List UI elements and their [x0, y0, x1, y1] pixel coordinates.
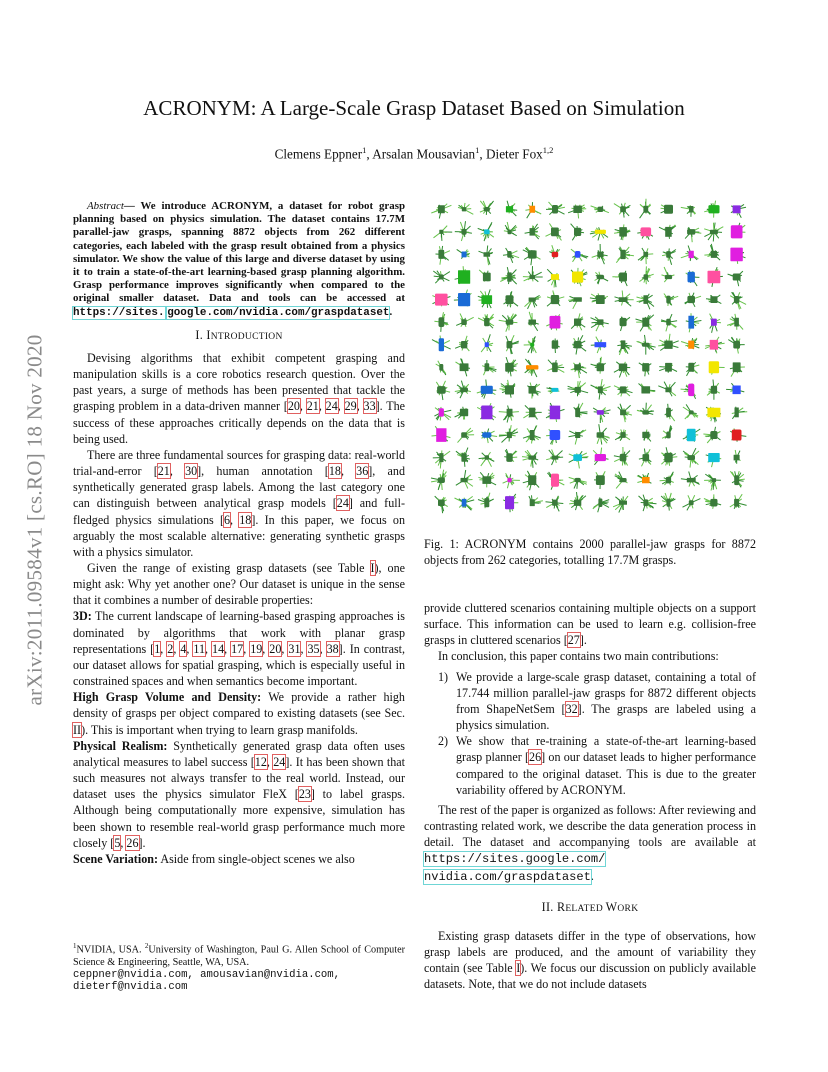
grasp-object	[727, 314, 743, 330]
author-list: Clemens Eppner$^1$, Arsalan Mousavian$^1$, Dieter Fox$^{1,2}$	[274, 145, 554, 162]
body-paragraph: The rest of the paper is organized as follows: After reviewing and contrasting related work, we describe the data generation process in detail. The dataset and accompanying tools are available at https://sites.google.com/ nvidia.com/graspdataset.	[424, 802, 756, 884]
grasp-object	[546, 403, 565, 422]
grasp-object	[661, 314, 677, 331]
grasp-object	[664, 294, 678, 306]
grasp-object	[704, 474, 721, 490]
grasp-object	[637, 227, 653, 239]
citation-link[interactable]: 18	[239, 512, 252, 527]
property-paragraph: 3D: The current landscape of learning-based grasping approaches is dominated by algorithms that work with planar grasp representations [1, 2, 4, 11, 14, 17, 19, 20, 31, 35, 38]. In contrast, our dataset allows for spatial grasping, which is especially useful in constrained spaces and when semantics become important.	[73, 609, 406, 689]
citation-link[interactable]: 17	[231, 641, 244, 656]
grasp-object	[546, 429, 560, 445]
grasp-object	[665, 404, 675, 421]
grasp-object	[637, 335, 656, 355]
grasp-object	[593, 497, 609, 512]
grasp-object	[523, 425, 541, 443]
grasp-object	[685, 293, 701, 307]
grasp-object	[730, 292, 746, 309]
contributions-list	[424, 669, 756, 798]
property-paragraph: High Grasp Volume and Density: We provide a rather high density of grasps per object compared to existing datasets (see Sec. II). This is important when trying to learn grasp manifolds.	[73, 690, 405, 737]
right-column	[424, 600, 756, 992]
grasp-object	[569, 477, 587, 488]
dataset-url-link[interactable]: nvidia.com/graspdataset	[424, 869, 591, 884]
grasp-object	[499, 425, 518, 442]
dataset-url-link[interactable]: https://sites.	[73, 306, 165, 319]
intro-paragraph: Given the range of existing grasp datasets (see Table I), one might ask: Why yet another one? Our dataset is unique in the sense that it combines a number of desirable properties:	[73, 561, 405, 608]
property-paragraph: Physical Realism: Synthetically generated grasp data often uses analytical measures to label success [12, 24]. It has been shown that such measures not always transfer to the real world. Instead, our dataset uses the physics simulator FleX [23] to label grasps. Although being computationally more expensive, simulation has been shown to resemble real-world grasp performance much more closely [5, 26].	[73, 738, 406, 850]
grasp-object	[704, 494, 721, 508]
grasp-object	[572, 335, 586, 354]
grasp-object	[659, 363, 677, 373]
citation-link[interactable]: 12	[254, 754, 267, 769]
grasp-object	[613, 496, 628, 512]
grasp-object	[458, 203, 473, 214]
grasp-object	[547, 291, 564, 307]
grasp-object	[571, 249, 588, 262]
grasp-object	[434, 407, 451, 421]
grasp-object	[661, 447, 677, 466]
grasp-object	[658, 382, 676, 397]
grasp-object	[730, 428, 746, 441]
grasp-object	[614, 447, 630, 466]
grasp-object	[477, 380, 497, 399]
grasp-object	[499, 314, 518, 332]
citation-link[interactable]: 38	[326, 641, 339, 656]
grasp-object	[523, 247, 541, 265]
grasp-object	[481, 334, 493, 352]
grasp-object	[479, 246, 493, 266]
grasp-object	[730, 471, 744, 487]
grasp-object	[617, 340, 632, 355]
grasp-object	[503, 473, 520, 488]
grasp-object	[612, 271, 627, 286]
citation-link[interactable]: 11	[193, 641, 206, 656]
grasp-object	[683, 404, 698, 419]
grasp-object	[432, 426, 451, 442]
grasp-object	[615, 429, 630, 440]
grasp-object	[522, 450, 538, 468]
grasp-object	[436, 246, 450, 265]
grasp-object	[504, 222, 517, 236]
grasp-object	[639, 495, 657, 512]
author-emails: ceppner@nvidia.com, amousavian@nvidia.com,	[73, 968, 341, 981]
grasp-object	[591, 206, 609, 213]
grasp-object	[661, 493, 675, 511]
grasp-object	[478, 289, 492, 308]
grasp-object	[524, 336, 537, 353]
grasp-object	[686, 313, 702, 332]
grasp-object	[703, 427, 720, 443]
grasp-object	[637, 473, 651, 483]
grasp-object	[499, 406, 519, 423]
grasp-object	[706, 295, 721, 304]
grasp-object	[546, 449, 563, 465]
grasp-object	[523, 266, 543, 282]
paper-title: ACRONYM: A Large-Scale Grasp Dataset Based on Simulation	[143, 96, 685, 120]
author-name: Dieter Fox	[486, 146, 543, 162]
grasp-object	[662, 425, 672, 438]
grasp-object	[569, 430, 587, 445]
grasp-object	[706, 453, 722, 467]
author-affiliation: 1	[362, 145, 367, 155]
intro-paragraph: There are three fundamental sources for grasping data: real-world trial-and-error [21, 30], human annotation [18, 36], and synthetically generated grasp labels. Among the last category one can distinguish between analytical grasp models [24] and full-fledged physics simulations [6, 18]. In this paper, we focus on arguably the most scalable alternative: generating synthetic grasps with a physics simulator.	[73, 447, 406, 559]
grasp-object	[455, 407, 469, 420]
author-name: Arsalan Mousavian	[372, 146, 476, 162]
grasp-object	[455, 381, 471, 399]
grasp-object	[706, 407, 721, 422]
grasp-object	[728, 271, 743, 286]
grasp-object	[455, 221, 472, 241]
grasp-object	[571, 224, 584, 241]
grasp-object	[660, 472, 674, 486]
grasp-object	[730, 362, 745, 376]
citation-link[interactable]: 33	[363, 399, 376, 414]
property-label: Scene Variation:	[73, 851, 158, 866]
table-reference-link[interactable]: I	[370, 561, 375, 576]
figure-object-grid	[430, 198, 748, 514]
grasp-object	[616, 247, 634, 263]
grasp-object	[710, 314, 721, 333]
citation-link[interactable]: 5	[114, 835, 121, 850]
citation-link[interactable]: 1	[154, 641, 161, 656]
grasp-object	[479, 270, 491, 282]
author-affiliation: 1,2	[542, 145, 554, 155]
grasp-object	[614, 203, 631, 218]
grasp-object	[571, 363, 587, 378]
property-paragraph: Scene Variation: Aside from single-object scenes we also	[73, 851, 355, 866]
grasp-object	[455, 496, 475, 510]
list-item: 2) We show that re-training a state-of-the-art learning-based grasp planner [26] on our dataset leads to higher performance compared to the original dataset. This is due to the greater variability offered by ACRONYM.	[438, 734, 756, 797]
grasp-object	[636, 315, 654, 332]
grasp-object	[482, 360, 496, 375]
grasp-object	[614, 386, 633, 397]
grasp-object	[640, 266, 654, 284]
grasp-object	[478, 222, 494, 241]
grasp-object	[456, 448, 470, 467]
grasp-object	[728, 337, 744, 354]
citation-link[interactable]: 20	[269, 641, 282, 656]
grasp-object	[639, 449, 651, 467]
affiliation-footnote: $^1$NVIDIA, USA. $^2$University of Washington, Paul G. Allen School of Computer Science & Engineering, Seattle, WA, USA. ceppner@nvidia.com, amousavian@nvidia.com, dieterf@nvidia.com	[73, 942, 406, 993]
grasp-object	[503, 494, 518, 512]
grasp-object	[620, 317, 631, 331]
citation-link[interactable]: 21	[157, 464, 170, 479]
grasp-object	[571, 313, 585, 330]
grasp-object	[685, 227, 701, 242]
grasp-object	[681, 246, 699, 262]
grasp-object	[642, 430, 651, 442]
citation-link[interactable]: 26	[126, 835, 139, 850]
table-reference-link[interactable]: I	[516, 961, 521, 976]
grasp-object	[731, 204, 746, 217]
citation-link[interactable]: 30	[185, 464, 198, 479]
citation-link[interactable]: 2	[167, 641, 174, 656]
grasp-object	[597, 424, 610, 444]
grasp-object	[591, 317, 609, 331]
grasp-object	[525, 224, 540, 239]
grasp-object	[732, 407, 747, 419]
grasp-object	[661, 205, 673, 214]
grasp-object	[640, 199, 651, 218]
section-heading-introduction: I. INTRODUCTION	[195, 327, 283, 342]
grasp-object	[593, 448, 608, 465]
grasp-object	[614, 224, 630, 240]
grasp-object	[568, 296, 582, 308]
grasp-object	[528, 312, 539, 331]
grasp-object	[681, 472, 700, 487]
grasp-object	[730, 494, 747, 509]
grasp-object	[569, 451, 589, 468]
intro-paragraph: Devising algorithms that exhibit competent grasping and manipulation skills is a core robotics research question. Over the past years, a surge of methods has been presented that tackle the grasping problem in a data-driven manner [20, 21, 24, 29, 33]. The success of these approaches critically depends on the data that is being used.	[73, 350, 406, 446]
dataset-url-link[interactable]: google.com/nvidia.com/graspdataset	[167, 306, 390, 319]
figure-caption: Fig. 1: ACRONYM contains 2000 parallel-jaw grasps for 8872 objects from 262 categories, totalling 17.7M grasps.	[424, 537, 756, 568]
grasp-object	[683, 448, 699, 468]
grasp-object	[734, 450, 741, 464]
grasp-object	[478, 314, 494, 328]
left-column	[73, 200, 405, 867]
grasp-object	[455, 336, 469, 351]
grasp-object	[478, 472, 496, 487]
citation-link[interactable]: 14	[212, 641, 225, 656]
citation-link[interactable]: 29	[344, 399, 357, 414]
grasp-object	[658, 334, 679, 351]
grasp-object	[591, 379, 611, 399]
grasp-object	[686, 270, 700, 286]
grasp-object	[709, 361, 725, 374]
grasp-object	[591, 357, 606, 374]
citation-link[interactable]: 32	[565, 701, 578, 716]
grasp-object	[547, 387, 560, 393]
citation-link[interactable]: 21	[306, 399, 319, 414]
citation-link[interactable]: 26	[529, 750, 542, 765]
citation-link[interactable]: 24	[336, 496, 349, 511]
grasp-object	[637, 403, 654, 415]
grasp-object	[525, 202, 541, 218]
grasp-object	[547, 360, 564, 373]
body-paragraph: Existing grasp datasets differ in the type of observations, how grasp labels are produced, and the amount of variability they contain (see Table I). We focus our discussion on publicly available datasets. Note, that we do not include datasets	[424, 928, 756, 992]
grasp-object	[704, 223, 723, 242]
citation-link[interactable]: 27	[567, 633, 580, 648]
grasp-object	[568, 381, 589, 396]
citation-link[interactable]: 31	[288, 641, 301, 656]
grasp-object	[477, 403, 496, 420]
author-name: Clemens Eppner	[274, 146, 363, 162]
grasp-object	[523, 471, 539, 490]
grasp-object	[431, 204, 451, 219]
grasp-object	[436, 361, 446, 375]
grasp-object	[659, 225, 676, 239]
grasp-object	[704, 201, 719, 218]
grasp-object	[726, 383, 744, 394]
property-label: Physical Realism:	[73, 738, 168, 753]
grasp-object	[479, 452, 495, 467]
grasp-object	[547, 269, 559, 287]
grasp-object	[615, 472, 628, 489]
list-item: 1) We provide a large-scale grasp dataset, containing a total of 17.744 million parallel-jaw grasps for 8872 different objects from ShapeNetSem [32]. The grasps are labeled using a physics simulation.	[438, 669, 756, 733]
grasp-object	[433, 450, 450, 468]
grasp-object	[662, 248, 676, 264]
grasp-object	[594, 471, 605, 489]
grasp-object	[435, 496, 448, 513]
grasp-object	[730, 248, 745, 264]
grasp-object	[523, 405, 541, 419]
grasp-object	[457, 249, 470, 258]
citation-link[interactable]: 24	[325, 399, 338, 414]
author-emails: dieterf@nvidia.com	[73, 981, 188, 993]
citation-link[interactable]: 19	[250, 641, 263, 656]
grasp-object	[595, 272, 609, 285]
section-reference-link[interactable]: II	[73, 722, 82, 737]
grasp-object	[546, 202, 565, 215]
grasp-object	[546, 223, 562, 240]
grasp-object-grid-image	[430, 198, 748, 514]
body-paragraph: provide cluttered scenarios containing multiple objects on a support surface. This information can be used to learn e.g. collision-free grasps in cluttered scenarios [27].	[424, 601, 756, 648]
grasp-object	[456, 358, 471, 376]
grasp-object	[458, 428, 475, 443]
grasp-object	[432, 336, 451, 352]
grasp-object	[686, 362, 700, 376]
grasp-object	[506, 335, 519, 354]
citation-link[interactable]: 6	[223, 512, 231, 527]
grasp-object	[681, 338, 699, 349]
grasp-object	[683, 429, 700, 442]
grasp-object	[590, 293, 608, 304]
abstract-label: Abstract	[87, 200, 124, 212]
grasp-object	[549, 245, 559, 259]
grasp-object	[456, 470, 473, 489]
grasp-object	[681, 205, 696, 217]
grasp-object	[569, 492, 586, 510]
grasp-object	[568, 205, 586, 219]
grasp-object	[571, 268, 587, 286]
grasp-object	[705, 337, 725, 353]
grasp-object	[639, 384, 656, 394]
grasp-object	[454, 290, 472, 307]
grasp-object	[455, 266, 471, 284]
grasp-object	[525, 359, 539, 377]
grasp-object	[591, 337, 606, 354]
grasp-object	[478, 493, 494, 509]
citation-link[interactable]: 18	[328, 464, 341, 479]
grasp-object	[681, 384, 696, 399]
grasp-object	[525, 295, 542, 309]
grasp-object	[637, 294, 655, 310]
property-label: High Grasp Volume and Density:	[73, 690, 262, 705]
grasp-object	[481, 429, 497, 444]
citation-link[interactable]: 24	[273, 754, 286, 769]
grasp-object	[434, 226, 453, 241]
grasp-object	[683, 495, 701, 510]
grasp-object	[546, 314, 562, 330]
grasp-object	[500, 380, 516, 398]
grasp-object	[662, 267, 675, 282]
arxiv-identifier: arXiv:2011.09584v1 [cs.RO] 18 Nov 2020	[22, 334, 47, 706]
grasp-object	[436, 381, 450, 400]
grasp-object	[500, 267, 516, 284]
grasp-object	[574, 403, 588, 418]
grasp-object	[618, 404, 632, 422]
grasp-object	[590, 227, 608, 240]
grasp-object	[505, 357, 518, 376]
grasp-object	[639, 363, 652, 377]
grasp-object	[434, 312, 448, 332]
grasp-object	[504, 291, 519, 307]
grasp-object	[527, 383, 540, 399]
dataset-url-link[interactable]: https://sites.google.com/	[424, 852, 606, 867]
citation-link[interactable]: 36	[356, 464, 369, 479]
grasp-object	[593, 408, 610, 424]
grasp-object	[432, 294, 450, 307]
body-paragraph: In conclusion, this paper contains two main contributions:	[438, 649, 719, 664]
grasp-object	[480, 201, 494, 215]
grasp-object	[431, 470, 446, 490]
author-affiliation: 1	[475, 145, 480, 155]
grasp-object	[504, 449, 517, 462]
section-heading-related-work: II. RELATED WORK	[541, 899, 639, 914]
grasp-object	[529, 495, 543, 506]
grasp-object	[731, 223, 746, 239]
citation-link[interactable]: 35	[307, 641, 320, 656]
grasp-object	[503, 248, 519, 263]
grasp-object	[552, 339, 560, 354]
grasp-object	[708, 267, 723, 287]
grasp-object	[614, 362, 630, 378]
grasp-object	[506, 201, 517, 216]
grasp-object	[547, 472, 564, 490]
grasp-object	[546, 496, 564, 512]
grasp-object	[592, 244, 608, 264]
grasp-object	[638, 248, 653, 264]
citation-link[interactable]: 23	[298, 787, 311, 802]
citation-link[interactable]: 4	[180, 641, 187, 656]
grasp-object	[615, 291, 634, 307]
grasp-object	[704, 244, 720, 260]
grasp-object	[433, 271, 450, 284]
grasp-object	[456, 313, 474, 326]
abstract: Abstract— We introduce ACRONYM, a dataset for robot grasp planning based on physics simulation. The dataset contains 17.7M parallel-jaw grasps, spanning 8872 objects from 262 different categories, each labeled with the grasp result obtained from a physics simulator. We show the value of this large and diverse dataset by using it to train a state-of-the-art learning-based grasp planning algorithm. Grasp performance improves significantly when compared to the original smaller dataset. Data and tools can be accessed at https://sites. google.com/nvidia.com/graspdataset.	[73, 200, 406, 319]
citation-link[interactable]: 20	[287, 399, 300, 414]
grasp-object	[707, 380, 720, 400]
property-label: 3D:	[73, 609, 92, 624]
